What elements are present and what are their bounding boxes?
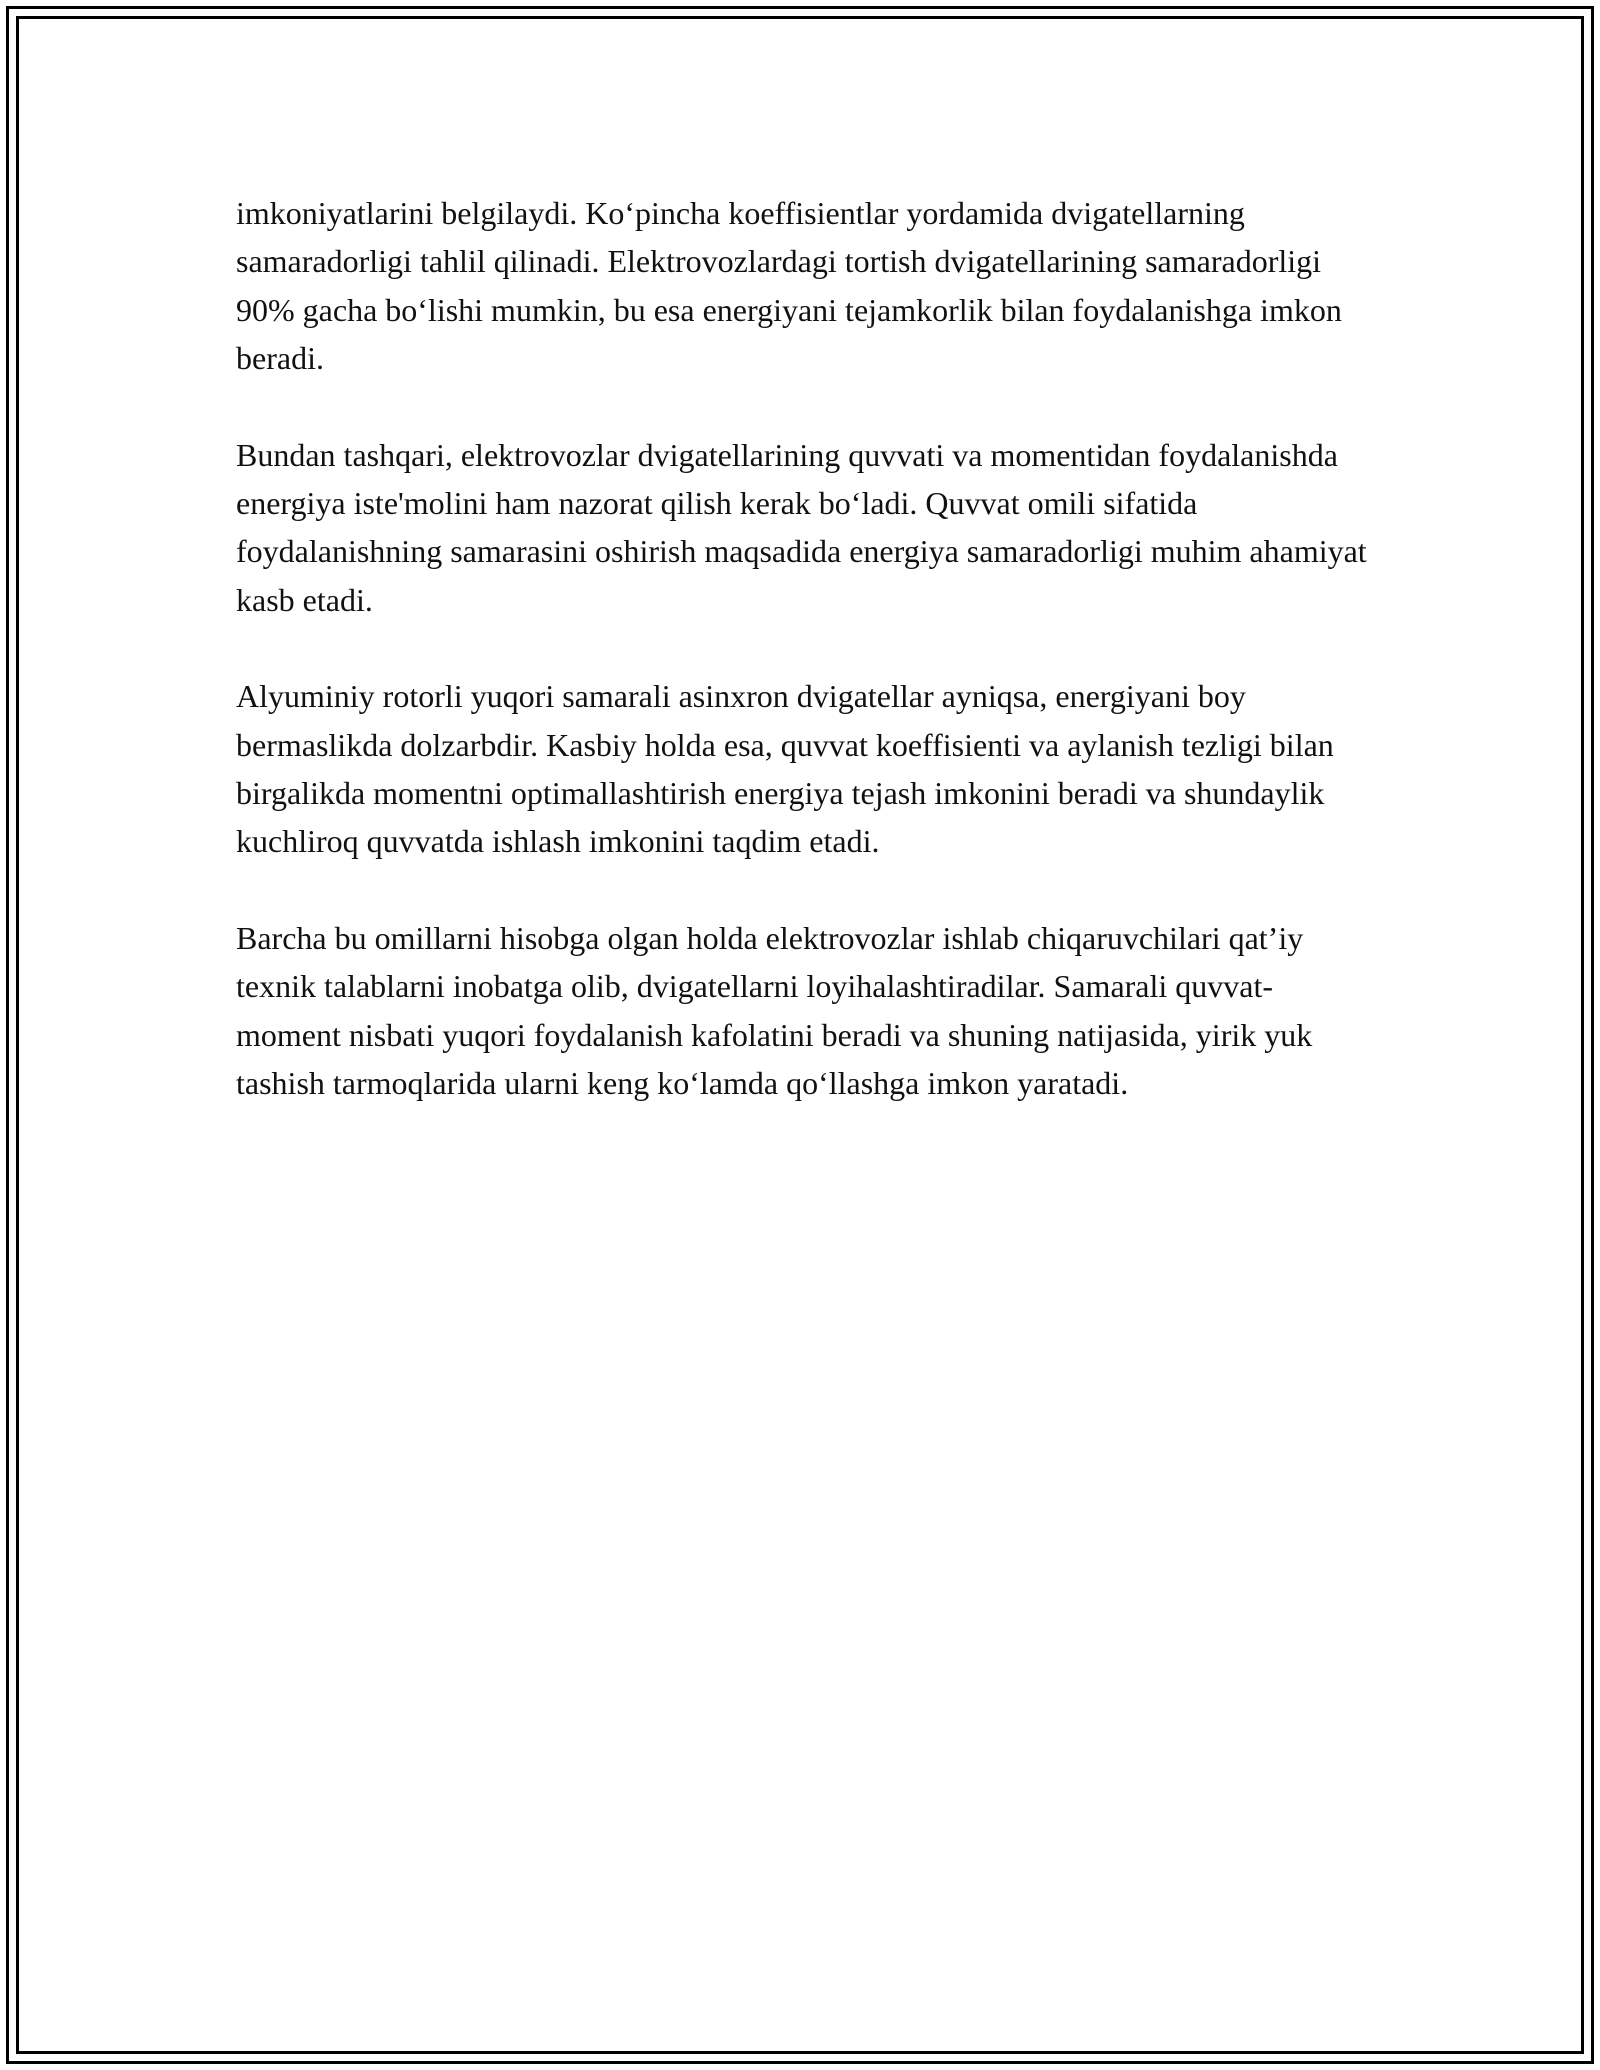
paragraph-4: Barcha bu omillarni hisobga olgan holda elektrovozlar ishlab chiqaruvchilari qat’iy texnik talablarni inobatga olib, dvigatellarni loyihalashtiradilar. Samarali quvvat-moment nisbati yuqori foydalanish kafolatini beradi va shuning natijasida, yirik yuk tashish tarmoqlarida ularni keng ko‘lamda qo‘llashga imkon yaratadi. <box>236 919 1313 1102</box>
paragraph-2: Bundan tashqari, elektrovozlar dvigatellarining quvvati va momentidan foydalanishda energiya iste'molini ham nazorat qilish kerak bo‘ladi. Quvvat omili sifatida foydalanishning samarasini oshirish maqsadida energiya samaradorligi muhim ahamiyat kasb etadi. <box>236 436 1367 618</box>
paragraph-3: Alyuminiy rotorli yuqori samarali asinxron dvigatellar ayniqsa, energiyani boy bermaslikda dolzarbdir. Kasbiy holda esa, quvvat koeffisienti va aylanish tezligi bilan birgalikda momentni optimallashtirish energiya tejash imkonini beradi va shundaylik kuchliroq quvvatda ishlash imkonini taqdim etadi. <box>236 678 1334 860</box>
paragraph-1: imkoniyatlarini belgilaydi. Ko‘pincha koeffisientlar yordamida dvigatellarning samaradorligi tahlil qilinadi. Elektrovozlardagi tortish dvigatellarining samaradorligi 90% gacha bo‘lishi mumkin, bu esa energiyani tejamkorlik bilan foydalanishga imkon beradi. <box>236 195 1342 377</box>
document-body <box>236 189 1376 1156</box>
